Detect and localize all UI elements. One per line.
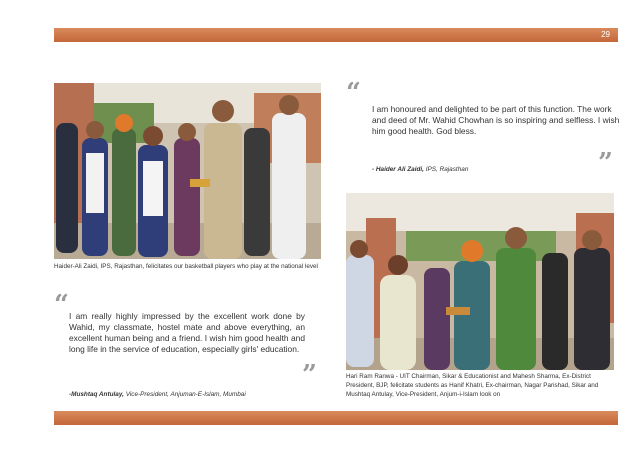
footer-bar <box>54 411 618 425</box>
quote-open-mark: “ <box>346 78 361 108</box>
author-title: IPS, Rajasthan <box>423 166 469 173</box>
author-name: -Mushtaq Antulay, <box>69 391 124 398</box>
quote-open-mark: “ <box>54 290 69 320</box>
author-name: - Haider Ali Zaidi, <box>372 166 424 173</box>
quote-antulay-author <box>69 391 246 398</box>
quote-antulay-text: I am really highly impressed by the excellent work done by Wahid, my classmate, hostel mate and above everything, an excellent human being and a friend. I wish him good health and long life in the service of education, especially girls' education. <box>69 311 305 354</box>
quote-zaidi-author <box>372 166 468 173</box>
page-number: 29 <box>601 30 610 39</box>
author-title: Vice-President, Anjuman-E-Islam, Mumbai <box>123 391 246 398</box>
header-bar <box>54 28 618 42</box>
left-photo-caption: Haider-Ali Zaidi, IPS, Rajasthan, felicitates our basketball players who play at the national level <box>54 263 318 270</box>
left-photo <box>54 83 321 259</box>
quote-close-mark: ” <box>302 360 317 390</box>
right-photo <box>346 193 614 370</box>
quote-zaidi-text: I am honoured and delighted to be part of this function. The work and deed of Mr. Wahid Chowhan is so inspiring and selfless. I wish him good health. God bless. <box>372 104 620 136</box>
right-photo-caption: Hari Ram Ranwa - UIT Chairman, Sikar & Educationist and Mahesh Sharma, Ex-District President, BJP, felicitate students as Hanif Khatri, Ex-chairman, Nagar Parishad, Sikar and Mushtaq Antulay, Vice-President, Anjum-i-Islam look on <box>346 373 599 398</box>
quote-close-mark: ” <box>598 148 613 178</box>
